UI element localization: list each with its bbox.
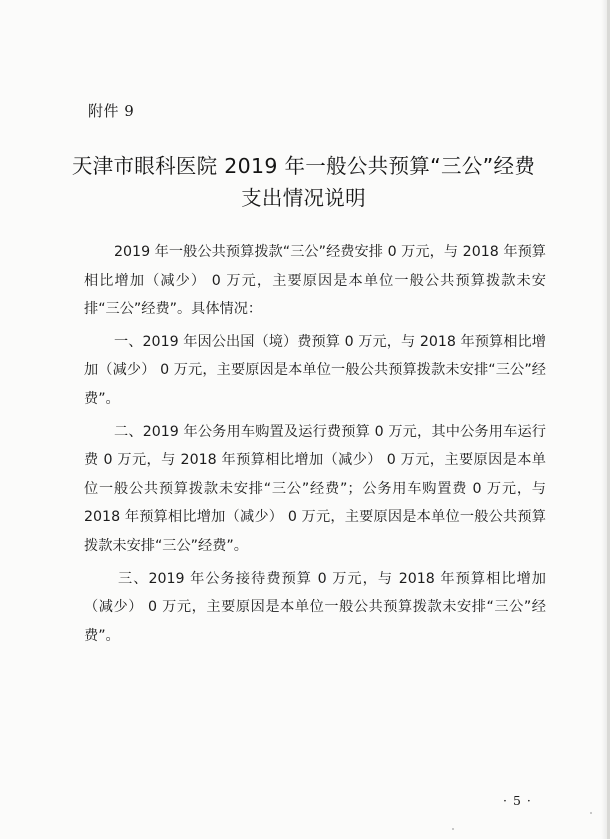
paragraph-intro: 2019 年一般公共预算拨款“三公”经费安排 0 万元，与 2018 年预算相比增加（减少） 0 万元，主要原因是本单位一般公共预算拨款未安排“三公”经费”。具体情况：: [84, 244, 546, 318]
document-body: [84, 238, 546, 654]
attachment-label: 附件 9: [88, 102, 135, 120]
title-line-1: 天津市眼科医院 2019 年一般公共预算“三公”经费: [71, 154, 536, 178]
scan-edge-shadow: [601, 0, 607, 839]
document-title: [0, 150, 607, 214]
page-number: · 5 ·: [503, 793, 532, 808]
paragraph-reception: 三、2019 年公务接待费预算 0 万元，与 2018 年预算相比增加（减少） 0 万元，主要原因是本单位一般公共预算拨款未安排“三公”经费”。: [84, 570, 546, 644]
paragraph-vehicle: 二、2019 年公务用车购置及运行费预算 0 万元，其中公务用车运行费 0 万元，与 2018 年预算相比增加（减少） 0 万元，主要原因是本单位一般公共预算拨款未安排“三公”经费”；公务用车购置费 0 万元，与 2018 年预算相比增加（减少） 0 万元，主要原因是本单位一般公共预算拨款未安排“三公”经费”。: [84, 423, 546, 554]
paragraph-overseas: 一、2019 年因公出国（境）费预算 0 万元，与 2018 年预算相比增加（减少） 0 万元，主要原因是本单位一般公共预算拨款未安排“三公”经费”。: [84, 333, 546, 407]
scan-speck: [452, 828, 454, 830]
scan-speck: [590, 812, 592, 814]
title-line-2: 支出情况说明: [241, 186, 366, 210]
